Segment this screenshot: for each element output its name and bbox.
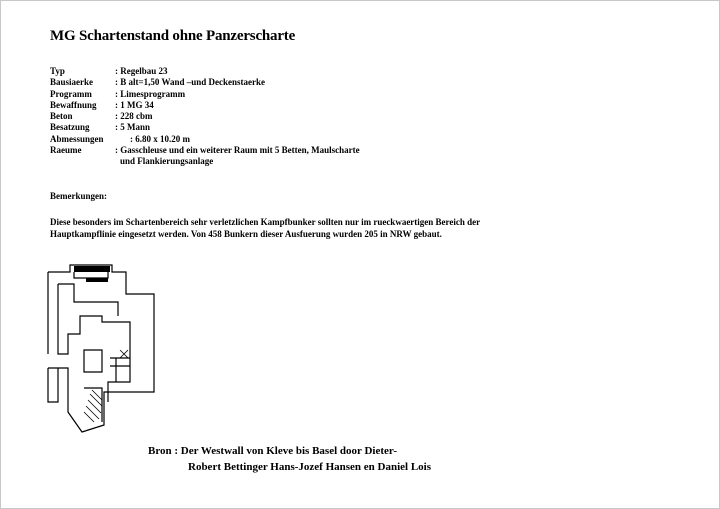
source-citation <box>148 443 431 475</box>
spec-value: : Limesprogramm <box>115 88 186 99</box>
spec-label: Raeume <box>50 145 82 156</box>
source-line-1: Bron : Der Westwall von Kleve bis Basel door Dieter- <box>148 445 398 457</box>
spec-label: Beton <box>50 111 73 122</box>
spec-value: : 6.80 x 10.20 m <box>130 133 190 144</box>
source-line-2: Robert Bettinger Hans-Jozef Hansen en Daniel Lois <box>188 461 432 473</box>
plan-cross-mark <box>120 350 128 358</box>
remarks-paragraph: Diese besonders im Schartenbereich sehr verletzlichen Kampfbunker sollten nur im rueckwaertigen Bereich der Hauptkampflinie eingesetzt werden. Von 458 Bunkern dieser Ausfuerung wurden 205 in NRW gebaut. <box>50 217 480 240</box>
spec-value: : 5 Mann <box>115 122 151 133</box>
spec-label: Abmessungen <box>50 133 104 144</box>
plan-outer-wall <box>48 265 154 432</box>
plan-hatching <box>84 390 102 422</box>
spec-value: : 228 cbm <box>115 111 153 122</box>
spec-label: Bewaffnung <box>50 99 97 110</box>
spec-label: Programm <box>50 88 92 99</box>
plan-inner-wall <box>58 284 130 402</box>
spec-value: : Regelbau 23 <box>115 66 168 76</box>
spec-label: Bausiaerke <box>50 77 94 88</box>
page-title: MG Schartenstand ohne Panzerscharte <box>50 28 296 44</box>
spec-label: Typ <box>50 66 65 76</box>
plan-fill-block <box>74 266 110 272</box>
spec-value: : Gasschleuse und ein weiterer Raum mit 5 Betten, Maulscharte <box>115 145 360 156</box>
spec-value-continuation: und Flankierungsanlage <box>120 156 214 167</box>
plan-fill-block <box>86 278 108 282</box>
spec-value: : 1 MG 34 <box>115 99 154 110</box>
bunker-floor-plan <box>44 262 160 440</box>
plan-embrasure <box>48 272 108 402</box>
spec-label: Besatzung <box>50 122 90 133</box>
remarks-heading: Bemerkungen: <box>50 191 107 201</box>
spec-value: : B alt=1,50 Wand –und Deckenstaerke <box>115 77 265 88</box>
